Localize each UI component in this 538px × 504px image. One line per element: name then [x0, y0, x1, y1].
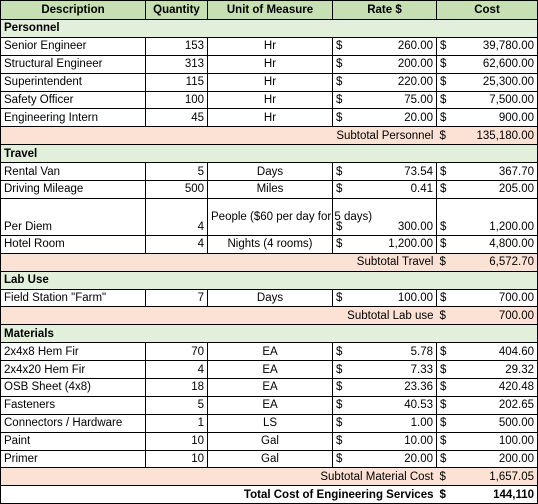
- cost-cell: 700.00: [451, 289, 538, 307]
- total-row: [1, 486, 538, 504]
- table-row: [1, 37, 538, 55]
- description-cell: Safety Officer: [1, 91, 146, 109]
- subtotal-row: [1, 253, 538, 271]
- unit-cell: EA: [208, 343, 333, 361]
- rate-cell: 200.00: [349, 55, 437, 73]
- cost-currency-symbol: $: [437, 235, 451, 253]
- total-label: Total Cost of Engineering Services: [1, 486, 437, 504]
- rate-currency-symbol: $: [333, 163, 349, 181]
- unit-cell: Days: [208, 163, 333, 181]
- subtotal-value: 700.00: [451, 307, 538, 325]
- subtotal-label: Subtotal Personnel: [1, 127, 437, 145]
- description-cell: Structural Engineer: [1, 55, 146, 73]
- unit-cell: Hr: [208, 73, 333, 91]
- section-header-personnel: [1, 20, 538, 38]
- unit-cell: Gal: [208, 450, 333, 468]
- cost-currency-symbol: $: [437, 91, 451, 109]
- cost-cell: 39,780.00: [451, 37, 538, 55]
- subtotal-label: Subtotal Material Cost: [1, 468, 437, 486]
- table-row: [1, 343, 538, 361]
- subtotal-currency-symbol: $: [437, 253, 451, 271]
- header-quantity: Quantity: [146, 1, 208, 20]
- quantity-cell: 100: [146, 91, 208, 109]
- unit-cell: EA: [208, 361, 333, 379]
- table-row: [1, 109, 538, 127]
- unit-cell: EA: [208, 379, 333, 397]
- description-cell: Superintendent: [1, 73, 146, 91]
- unit-cell: LS: [208, 414, 333, 432]
- subtotal-row: [1, 468, 538, 486]
- unit-cell: Nights (4 rooms): [208, 235, 333, 253]
- rate-currency-symbol: $: [333, 198, 349, 235]
- quantity-cell: 4: [146, 235, 208, 253]
- rate-cell: 40.53: [349, 396, 437, 414]
- rate-cell: 73.54: [349, 163, 437, 181]
- rate-currency-symbol: $: [333, 91, 349, 109]
- quantity-cell: 10: [146, 432, 208, 450]
- cost-currency-symbol: $: [437, 181, 451, 199]
- cost-cell: 62,600.00: [451, 55, 538, 73]
- cost-cell: 900.00: [451, 109, 538, 127]
- table-row: [1, 361, 538, 379]
- description-cell: Primer: [1, 450, 146, 468]
- rate-currency-symbol: $: [333, 396, 349, 414]
- rate-currency-symbol: $: [333, 37, 349, 55]
- table-row: [1, 379, 538, 397]
- header-row: [1, 1, 538, 20]
- quantity-cell: 153: [146, 37, 208, 55]
- subtotal-label: Subtotal Travel: [1, 253, 437, 271]
- quantity-cell: 313: [146, 55, 208, 73]
- cost-currency-symbol: $: [437, 414, 451, 432]
- cost-currency-symbol: $: [437, 55, 451, 73]
- subtotal-row: [1, 127, 538, 145]
- cost-currency-symbol: $: [437, 73, 451, 91]
- unit-cell: Gal: [208, 432, 333, 450]
- section-title: Lab Use: [1, 271, 538, 289]
- section-title: Personnel: [1, 20, 538, 38]
- cost-currency-symbol: $: [437, 163, 451, 181]
- rate-cell: 7.33: [349, 361, 437, 379]
- cost-cell: 205.00: [451, 181, 538, 199]
- rate-cell: 1.00: [349, 414, 437, 432]
- description-cell: Connectors / Hardware: [1, 414, 146, 432]
- unit-cell: EA: [208, 396, 333, 414]
- quantity-cell: 5: [146, 396, 208, 414]
- header-description: Description: [1, 1, 146, 20]
- subtotal-value: 6,572.70: [451, 253, 538, 271]
- cost-currency-symbol: $: [437, 343, 451, 361]
- cost-cell: 500.00: [451, 414, 538, 432]
- section-header-lab-use: [1, 271, 538, 289]
- subtotal-currency-symbol: $: [437, 307, 451, 325]
- rate-currency-symbol: $: [333, 235, 349, 253]
- quantity-cell: 4: [146, 198, 208, 235]
- section-title: Travel: [1, 145, 538, 163]
- table-row: [1, 55, 538, 73]
- table-row: [1, 396, 538, 414]
- quantity-cell: 7: [146, 289, 208, 307]
- table-row: [1, 289, 538, 307]
- cost-currency-symbol: $: [437, 198, 451, 235]
- header-rate: Rate $: [333, 1, 437, 20]
- quantity-cell: 70: [146, 343, 208, 361]
- subtotal-currency-symbol: $: [437, 468, 451, 486]
- cost-cell: 1,200.00: [451, 198, 538, 235]
- rate-currency-symbol: $: [333, 450, 349, 468]
- description-cell: Driving Mileage: [1, 181, 146, 199]
- rate-cell: 220.00: [349, 73, 437, 91]
- unit-cell: Days: [208, 289, 333, 307]
- rate-currency-symbol: $: [333, 289, 349, 307]
- cost-cell: 404.60: [451, 343, 538, 361]
- cost-cell: 200.00: [451, 450, 538, 468]
- cost-cell: 4,800.00: [451, 235, 538, 253]
- subtotal-value: 135,180.00: [451, 127, 538, 145]
- description-cell: Per Diem: [1, 198, 146, 235]
- rate-currency-symbol: $: [333, 343, 349, 361]
- quantity-cell: 4: [146, 361, 208, 379]
- quantity-cell: 5: [146, 163, 208, 181]
- description-cell: 2x4x8 Hem Fir: [1, 343, 146, 361]
- cost-currency-symbol: $: [437, 379, 451, 397]
- quantity-cell: 45: [146, 109, 208, 127]
- cost-currency-symbol: $: [437, 450, 451, 468]
- unit-cell: Hr: [208, 91, 333, 109]
- rate-currency-symbol: $: [333, 379, 349, 397]
- unit-cell: People ($60 per day for 5 days): [208, 198, 333, 235]
- section-title: Materials: [1, 325, 538, 343]
- total-currency-symbol: $: [437, 486, 451, 504]
- subtotal-value: 1,657.05: [451, 468, 538, 486]
- table-row: [1, 73, 538, 91]
- description-cell: Rental Van: [1, 163, 146, 181]
- unit-cell: Hr: [208, 55, 333, 73]
- cost-cell: 202.65: [451, 396, 538, 414]
- header-unit: Unit of Measure: [208, 1, 333, 20]
- description-cell: OSB Sheet (4x8): [1, 379, 146, 397]
- rate-cell: 1,200.00: [349, 235, 437, 253]
- table-row: [1, 414, 538, 432]
- unit-cell: Miles: [208, 181, 333, 199]
- rate-currency-symbol: $: [333, 361, 349, 379]
- cost-cell: 100.00: [451, 432, 538, 450]
- table-row: [1, 235, 538, 253]
- rate-cell: 5.78: [349, 343, 437, 361]
- cost-currency-symbol: $: [437, 37, 451, 55]
- cost-cell: 7,500.00: [451, 91, 538, 109]
- quantity-cell: 500: [146, 181, 208, 199]
- table-row: [1, 91, 538, 109]
- cost-cell: 367.70: [451, 163, 538, 181]
- rate-cell: 75.00: [349, 91, 437, 109]
- rate-cell: 23.36: [349, 379, 437, 397]
- rate-currency-symbol: $: [333, 181, 349, 199]
- description-cell: Engineering Intern: [1, 109, 146, 127]
- table-row: [1, 198, 538, 235]
- description-cell: Senior Engineer: [1, 37, 146, 55]
- rate-currency-symbol: $: [333, 73, 349, 91]
- rate-currency-symbol: $: [333, 55, 349, 73]
- cost-currency-symbol: $: [437, 396, 451, 414]
- rate-cell: 20.00: [349, 450, 437, 468]
- cost-cell: 25,300.00: [451, 73, 538, 91]
- section-header-materials: [1, 325, 538, 343]
- table-row: [1, 163, 538, 181]
- table-row: [1, 432, 538, 450]
- table-row: [1, 181, 538, 199]
- quantity-cell: 1: [146, 414, 208, 432]
- subtotal-label: Subtotal Lab use: [1, 307, 437, 325]
- quantity-cell: 18: [146, 379, 208, 397]
- rate-cell: 10.00: [349, 432, 437, 450]
- rate-currency-symbol: $: [333, 432, 349, 450]
- unit-cell: Hr: [208, 109, 333, 127]
- quantity-cell: 10: [146, 450, 208, 468]
- total-value: 144,110: [451, 486, 538, 504]
- cost-cell: 420.48: [451, 379, 538, 397]
- subtotal-row: [1, 307, 538, 325]
- rate-currency-symbol: $: [333, 414, 349, 432]
- rate-cell: 0.41: [349, 181, 437, 199]
- cost-currency-symbol: $: [437, 361, 451, 379]
- section-header-travel: [1, 145, 538, 163]
- table-row: [1, 450, 538, 468]
- description-cell: 2x4x20 Hem Fir: [1, 361, 146, 379]
- cost-currency-symbol: $: [437, 432, 451, 450]
- description-cell: Fasteners: [1, 396, 146, 414]
- cost-cell: 29.32: [451, 361, 538, 379]
- rate-currency-symbol: $: [333, 109, 349, 127]
- cost-currency-symbol: $: [437, 109, 451, 127]
- description-cell: Field Station "Farm": [1, 289, 146, 307]
- description-cell: Hotel Room: [1, 235, 146, 253]
- rate-cell: 20.00: [349, 109, 437, 127]
- cost-currency-symbol: $: [437, 289, 451, 307]
- quantity-cell: 115: [146, 73, 208, 91]
- rate-cell: 300.00: [349, 198, 437, 235]
- rate-cell: 260.00: [349, 37, 437, 55]
- description-cell: Paint: [1, 432, 146, 450]
- subtotal-currency-symbol: $: [437, 127, 451, 145]
- header-cost: Cost: [437, 1, 538, 20]
- rate-cell: 100.00: [349, 289, 437, 307]
- unit-cell: Hr: [208, 37, 333, 55]
